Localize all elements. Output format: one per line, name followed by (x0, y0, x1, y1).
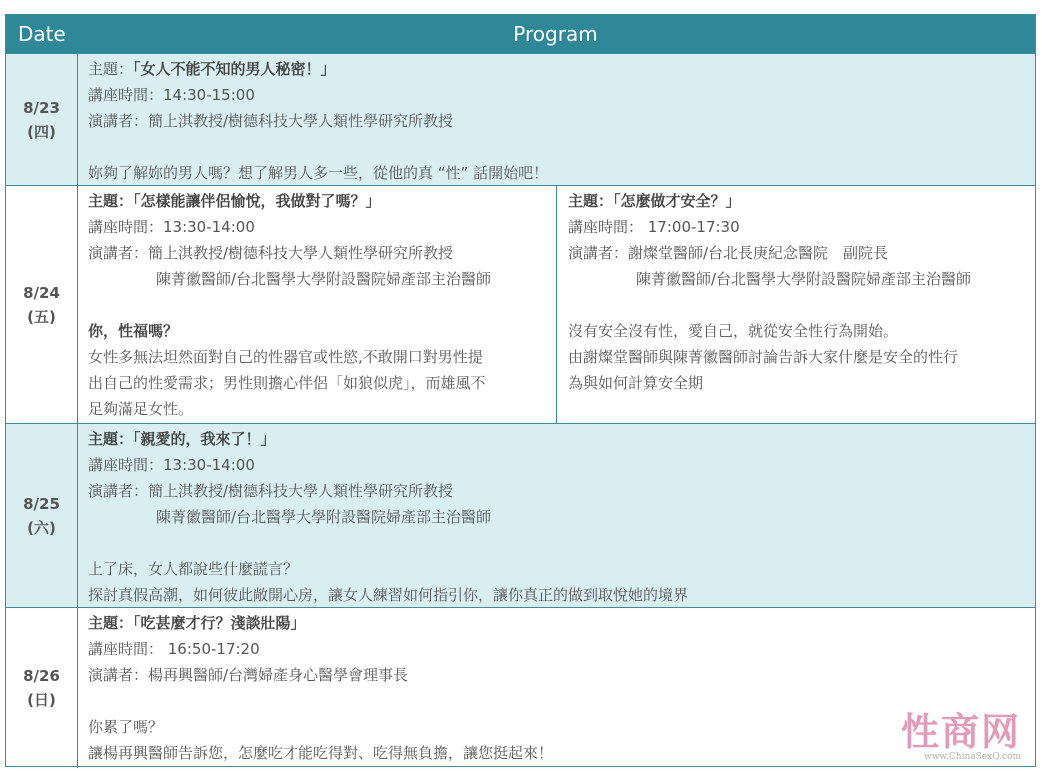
day-text: (日) (27, 691, 56, 709)
date-text: 8/25 (23, 494, 60, 513)
description-line: 上了床，女人都說些什麼謊言？ (88, 560, 299, 578)
table-row-0825 (6, 423, 1035, 607)
date-text: 8/26 (23, 667, 60, 685)
description-line: 出自己的性愛需求；男性則擔心伴侶「如狼似虎」，而雄風不 (88, 374, 486, 392)
topic-title: 主題：「怎麼做才安全？」 (568, 192, 741, 210)
blank-line (88, 292, 491, 318)
program-cell (88, 56, 548, 185)
topic-label: 主題： (88, 60, 134, 78)
date-text: 8/24 (23, 283, 60, 302)
date-cell (6, 186, 78, 423)
speaker-line-2: 陳菁徽醫師/台北醫學大學附設醫院婦產部主治醫師 (636, 270, 972, 288)
program-cell-right (568, 188, 971, 423)
speaker-line: 演講者：楊再興醫師/台灣婦產身心醫學會理事長 (88, 666, 409, 684)
speaker-line: 演講者：簡上淇教授/樹德科技大學人類性學研究所教授 (88, 244, 454, 262)
day-text: (四) (27, 122, 56, 141)
date-cell (6, 608, 78, 768)
topic-title: 「女人不能不知的男人秘密！」 (133, 60, 336, 78)
description-line: 妳夠了解妳的男人嗎？想了解男人多一些，從他的真 “性” 話開始吧！ (88, 164, 549, 182)
description-line: 沒有安全沒有性，愛自己，就從安全性行為開始。 (568, 322, 899, 340)
time-line: 講座時間： 17:00-17:30 (568, 218, 740, 236)
speaker-line: 演講者：簡上淇教授/樹德科技大學人類性學研究所教授 (88, 482, 454, 500)
date-text: 8/23 (23, 98, 60, 117)
watermark-logo: 性商网 (900, 710, 1021, 754)
speaker-line: 演講者：謝燦堂醫師/台北長庚紀念醫院 副院長 (568, 244, 889, 262)
description-line: 讓楊再興醫師告訴您，怎麼吃才能吃得對、吃得無負擔，讓您挺起來！ (88, 744, 554, 762)
description-line: 探討真假高潮，如何彼此敞開心房，讓女人練習如何指引你，讓你真正的做到取悅她的境界 (88, 586, 689, 604)
date-column-header: Date (18, 22, 66, 46)
table-row-0824 (6, 185, 1035, 423)
date-cell (6, 54, 78, 185)
table-header (6, 15, 1035, 53)
program-cell (88, 610, 553, 768)
program-column-header: Program (513, 22, 598, 46)
topic-title: 主題：「怎樣能讓伴侶愉悅，我做對了嗎？」 (88, 192, 381, 210)
blank-line (568, 292, 971, 318)
program-cell-left (88, 188, 491, 423)
watermark (901, 712, 1021, 762)
time-line: 講座時間：13:30-14:00 (88, 218, 255, 236)
blank-line (88, 530, 688, 556)
topic-title: 主題：「吃甚麼才行？淺談壯陽」 (88, 614, 306, 632)
speaker-line-2: 陳菁徽醫師/台北醫學大學附設醫院婦產部主治醫師 (156, 508, 492, 526)
subheading: 你，性福嗎？ (88, 322, 179, 340)
time-line: 講座時間： 16:50-17:20 (88, 640, 260, 658)
description-line: 女性多無法坦然面對自己的性器官或性慾,不敢開口對男性提 (88, 348, 483, 366)
day-text: (六) (27, 518, 56, 537)
watermark-url: www.ChinaSexQ.com (924, 752, 1021, 762)
description-line: 為與如何計算安全期 (568, 374, 704, 392)
blank-line (88, 688, 553, 714)
table-row-0826 (6, 607, 1035, 768)
date-cell (6, 424, 78, 607)
table-row-0823 (6, 53, 1035, 185)
program-cell (88, 426, 688, 607)
time-line: 講座時間：14:30-15:00 (88, 86, 255, 104)
description-line: 你累了嗎？ (88, 718, 164, 736)
column-divider (556, 186, 557, 423)
speaker-line-2: 陳菁徽醫師/台北醫學大學附設醫院婦產部主治醫師 (156, 270, 492, 288)
time-line: 講座時間：13:30-14:00 (88, 456, 255, 474)
program-table (5, 14, 1036, 767)
blank-line (88, 134, 548, 160)
description-line: 足夠滿足女性。 (88, 400, 194, 418)
topic-title: 主題：「親愛的，我來了！」 (88, 430, 276, 448)
speaker-line: 演講者：簡上淇教授/樹德科技大學人類性學研究所教授 (88, 112, 454, 130)
day-text: (五) (27, 307, 56, 326)
description-line: 由謝燦堂醫師與陳菁徽醫師討論告訴大家什麼是安全的性行 (568, 348, 959, 366)
